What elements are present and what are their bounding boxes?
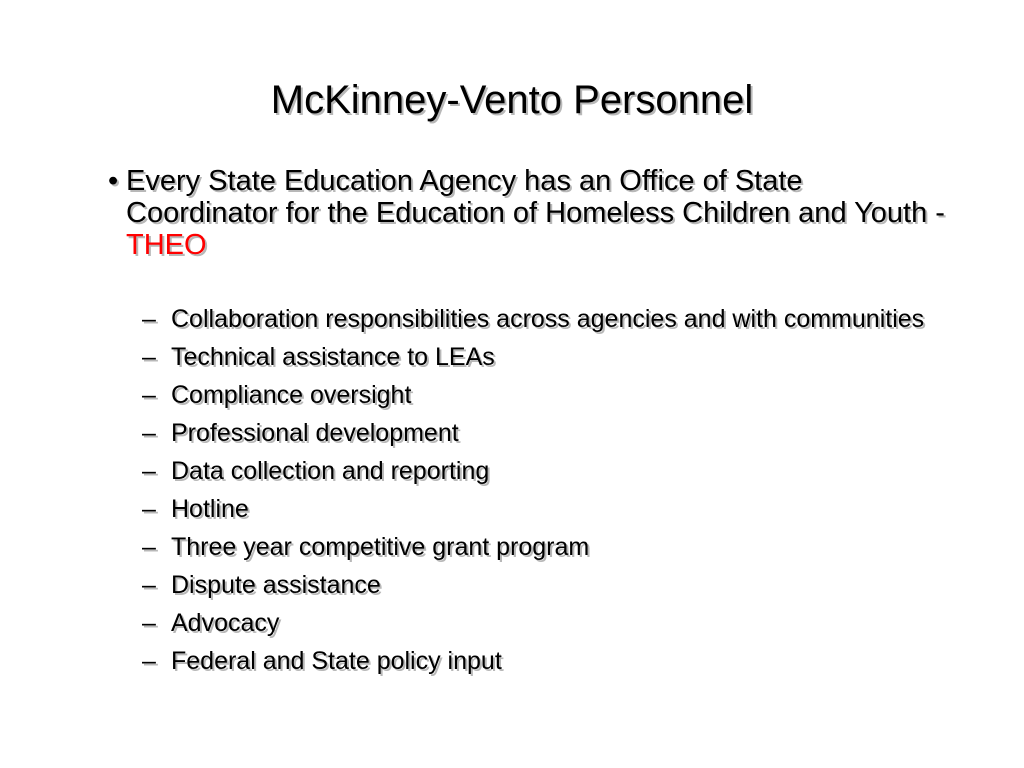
list-item bbox=[142, 494, 942, 524]
slide-title: McKinney-Vento Personnel bbox=[270, 78, 754, 122]
main-bullet bbox=[108, 165, 948, 261]
list-item bbox=[142, 570, 942, 600]
dash-icon: – bbox=[142, 305, 156, 333]
sub-item-text: Compliance oversight bbox=[171, 381, 412, 409]
list-item bbox=[142, 418, 942, 448]
dash-icon: – bbox=[142, 495, 156, 523]
list-item bbox=[142, 342, 942, 372]
dash-icon: – bbox=[142, 609, 156, 637]
dash-icon: – bbox=[142, 571, 156, 599]
dash-icon: – bbox=[142, 647, 156, 675]
dash-icon: – bbox=[142, 419, 156, 447]
sub-item-text: Hotline bbox=[171, 495, 249, 523]
sub-item-text: Advocacy bbox=[171, 609, 280, 637]
sub-item-text: Three year competitive grant program bbox=[171, 533, 590, 561]
list-item bbox=[142, 456, 942, 486]
sub-item-text: Collaboration responsibilities across agencies and with communities bbox=[171, 305, 925, 333]
sub-item-text: Data collection and reporting bbox=[171, 457, 490, 485]
sub-item-text: Dispute assistance bbox=[171, 571, 381, 599]
sub-item-text: Professional development bbox=[171, 419, 459, 447]
main-bullet-body: Every State Education Agency has an Office of State Coordinator for the Education of Homeless Children and Youth - bbox=[126, 165, 945, 229]
list-item bbox=[142, 380, 942, 410]
dash-icon: – bbox=[142, 381, 156, 409]
list-item bbox=[142, 532, 942, 562]
main-bullet-text bbox=[126, 165, 948, 261]
list-item bbox=[142, 646, 942, 676]
sub-item-text: Technical assistance to LEAs bbox=[171, 343, 495, 371]
list-item bbox=[142, 608, 942, 638]
main-bullet-row bbox=[108, 165, 948, 261]
list-item bbox=[142, 304, 942, 334]
bullet-dot-icon: • bbox=[108, 165, 119, 197]
sub-item-text: Federal and State policy input bbox=[171, 647, 502, 675]
dash-icon: – bbox=[142, 343, 156, 371]
dash-icon: – bbox=[142, 533, 156, 561]
dash-icon: – bbox=[142, 457, 156, 485]
theo-highlight: THEO bbox=[126, 229, 207, 261]
sub-bullet-list bbox=[142, 304, 942, 684]
